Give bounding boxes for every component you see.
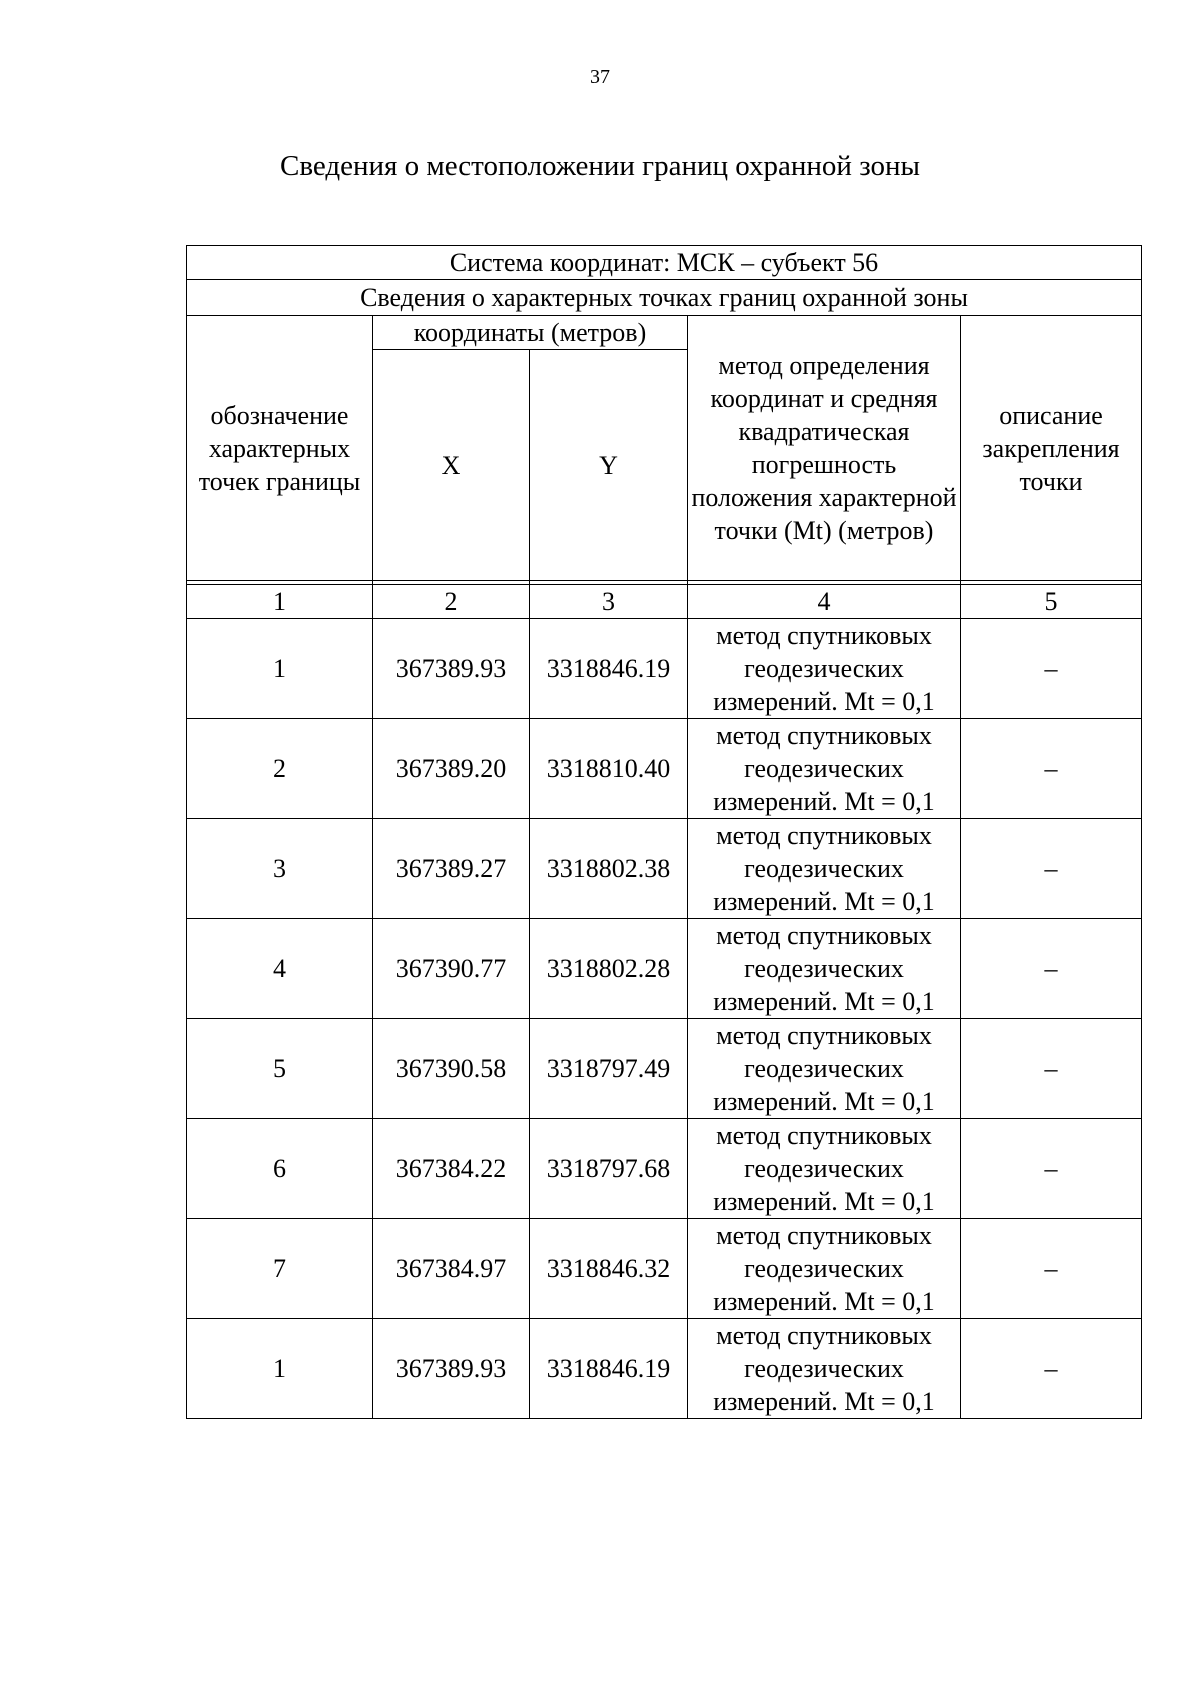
y-cell: 3318846.32	[530, 1219, 688, 1319]
description-cell: –	[961, 1319, 1142, 1419]
header-y: Y	[530, 350, 688, 581]
column-number: 2	[373, 585, 530, 619]
y-cell: 3318797.68	[530, 1119, 688, 1219]
x-cell: 367389.20	[373, 719, 530, 819]
method-cell: метод спутниковых геодезических измерений. Mt = 0,1	[688, 1219, 961, 1319]
column-number: 5	[961, 585, 1142, 619]
point-cell: 4	[187, 919, 373, 1019]
header-point-designation: обозначение характерных точек границы	[187, 316, 373, 581]
description-cell: –	[961, 719, 1142, 819]
page-number: 37	[590, 66, 610, 88]
table-row	[187, 919, 1142, 1019]
description-cell: –	[961, 619, 1142, 719]
column-number: 1	[187, 585, 373, 619]
table-row	[187, 1119, 1142, 1219]
description-cell: –	[961, 1119, 1142, 1219]
method-cell: метод спутниковых геодезических измерений. Mt = 0,1	[688, 819, 961, 919]
x-cell: 367389.93	[373, 619, 530, 719]
table-row	[187, 719, 1142, 819]
x-cell: 367384.22	[373, 1119, 530, 1219]
description-cell: –	[961, 1219, 1142, 1319]
y-cell: 3318797.49	[530, 1019, 688, 1119]
point-cell: 6	[187, 1119, 373, 1219]
table-row	[187, 1019, 1142, 1119]
column-number: 4	[688, 585, 961, 619]
x-cell: 367389.93	[373, 1319, 530, 1419]
header-description: описание закрепления точки	[961, 316, 1142, 581]
method-cell: метод спутниковых геодезических измерений. Mt = 0,1	[688, 1019, 961, 1119]
description-cell: –	[961, 1019, 1142, 1119]
point-cell: 3	[187, 819, 373, 919]
coordinates-table-container	[186, 245, 1141, 1419]
table-subtitle: Сведения о характерных точках границ охранной зоны	[187, 280, 1142, 316]
header-x: X	[373, 350, 530, 581]
x-cell: 367390.58	[373, 1019, 530, 1119]
x-cell: 367389.27	[373, 819, 530, 919]
x-cell: 367390.77	[373, 919, 530, 1019]
method-cell: метод спутниковых геодезических измерений. Mt = 0,1	[688, 1119, 961, 1219]
y-cell: 3318802.28	[530, 919, 688, 1019]
column-numbers-row	[187, 585, 1142, 619]
coordinates-table	[186, 245, 1142, 1419]
point-cell: 1	[187, 619, 373, 719]
y-cell: 3318846.19	[530, 619, 688, 719]
point-cell: 5	[187, 1019, 373, 1119]
coord-system-header: Система координат: МСК – субъект 56	[187, 246, 1142, 280]
header-coordinates: координаты (метров)	[373, 316, 688, 350]
method-cell: метод спутниковых геодезических измерений. Mt = 0,1	[688, 1319, 961, 1419]
point-cell: 7	[187, 1219, 373, 1319]
table-row	[187, 619, 1142, 719]
x-cell: 367384.97	[373, 1219, 530, 1319]
y-cell: 3318846.19	[530, 1319, 688, 1419]
point-cell: 1	[187, 1319, 373, 1419]
table-row	[187, 1219, 1142, 1319]
method-cell: метод спутниковых геодезических измерений. Mt = 0,1	[688, 919, 961, 1019]
y-cell: 3318810.40	[530, 719, 688, 819]
method-cell: метод спутниковых геодезических измерений. Mt = 0,1	[688, 619, 961, 719]
column-number: 3	[530, 585, 688, 619]
method-cell: метод спутниковых геодезических измерений. Mt = 0,1	[688, 719, 961, 819]
point-cell: 2	[187, 719, 373, 819]
header-method: метод определения координат и средняя квадратическая погрешность положения характерной точки (Mt) (метров)	[688, 316, 961, 581]
description-cell: –	[961, 919, 1142, 1019]
y-cell: 3318802.38	[530, 819, 688, 919]
table-row	[187, 819, 1142, 919]
document-title: Сведения о местоположении границ охранной зоны	[279, 150, 920, 182]
table-row	[187, 1319, 1142, 1419]
description-cell: –	[961, 819, 1142, 919]
